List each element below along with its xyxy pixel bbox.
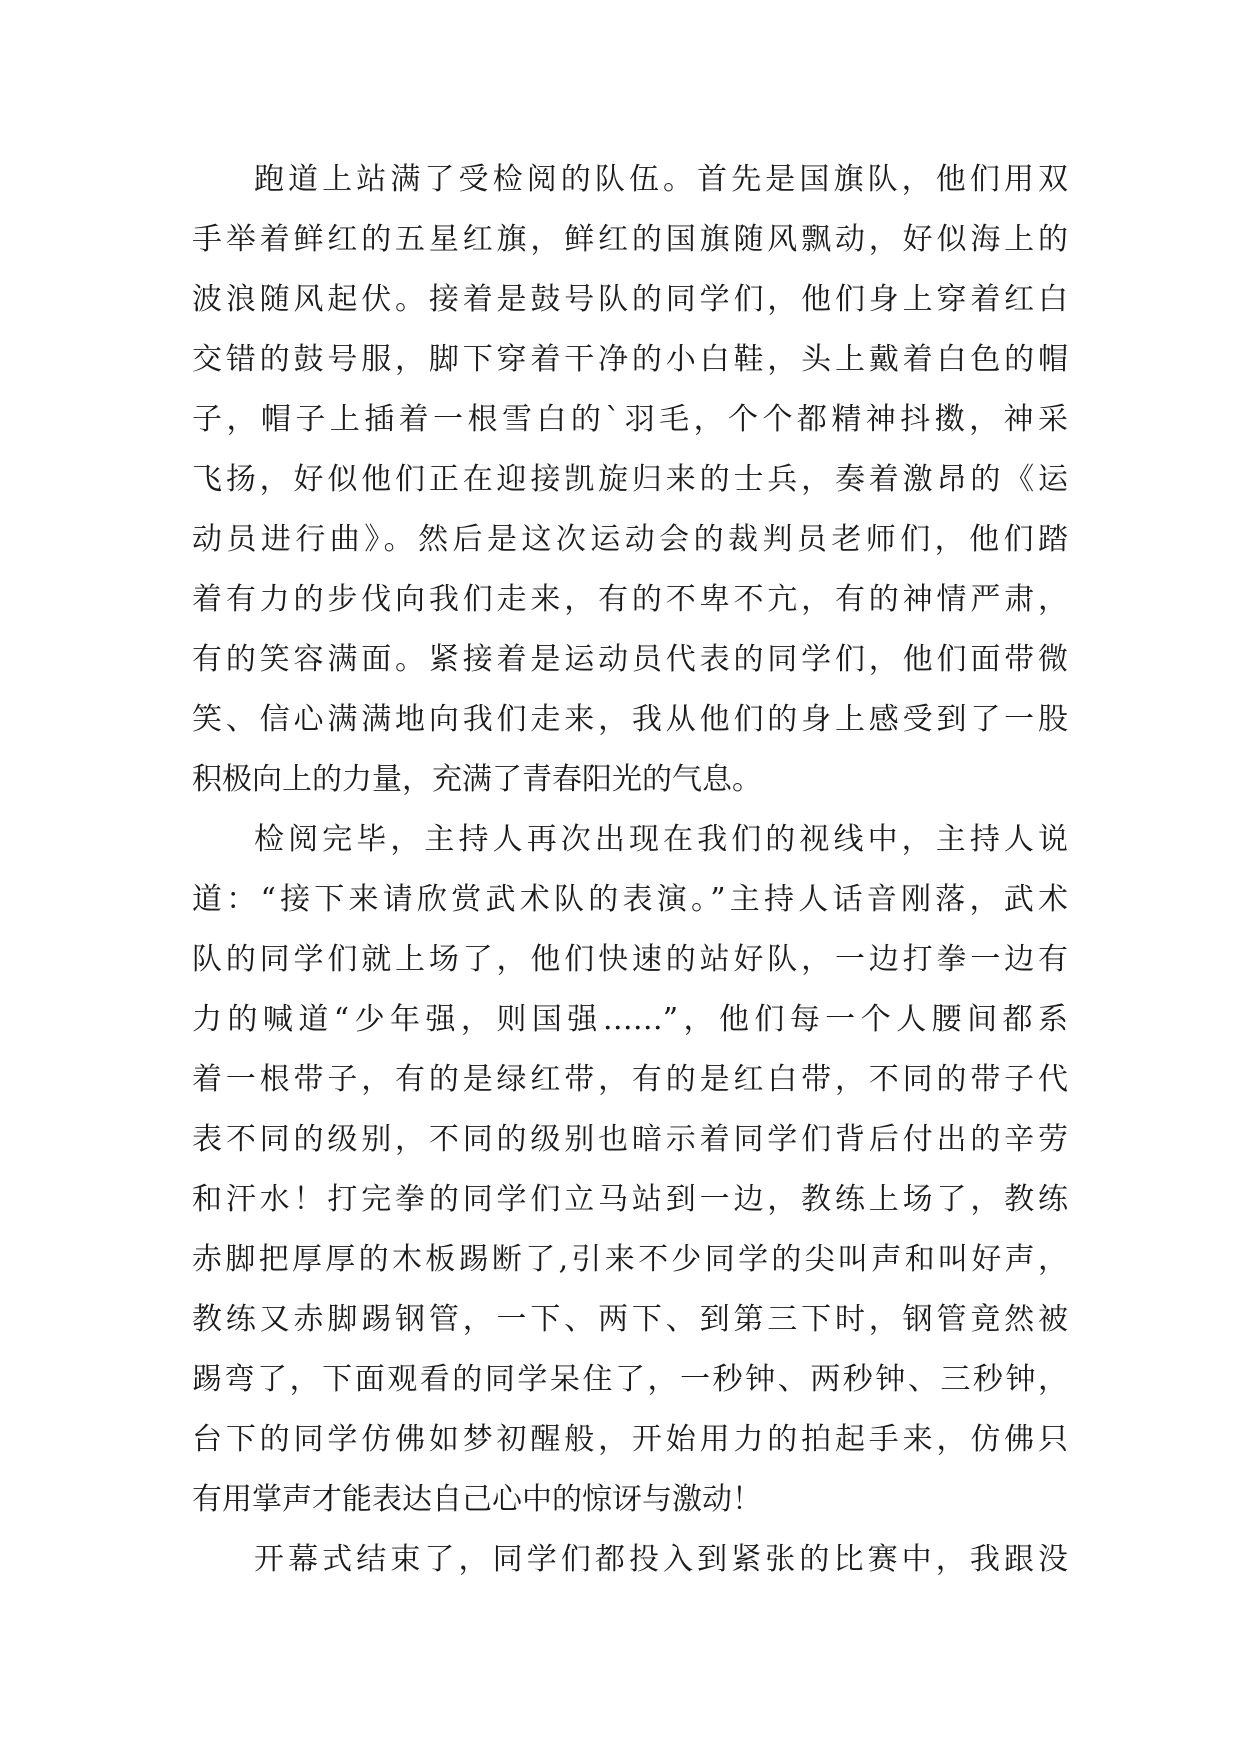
text-line: 着有力的步伐向我们走来，有的不卑不亢，有的神情严肃， <box>192 582 1068 617</box>
text-line: 飞扬，好似他们正在迎接凯旋归来的士兵，奏着激昂的《运 <box>192 462 1068 497</box>
text-line: 笑、信心满满地向我们走来，我从他们的身上感受到了一股 <box>192 702 1068 737</box>
text-line: 道：“接下来请欣赏武术队的表演。”主持人话音刚落，武术 <box>192 882 1068 917</box>
body-text <box>192 150 1068 1590</box>
text-line: 子，帽子上插着一根雪白的`羽毛，个个都精神抖擞，神采 <box>192 402 1068 437</box>
text-line: 动员进行曲》。然后是这次运动会的裁判员老师们，他们踏 <box>192 522 1068 557</box>
text-line: 有用掌声才能表达自己心中的惊讶与激动！ <box>192 1482 762 1517</box>
text-line: 手举着鲜红的五星红旗，鲜红的国旗随风飘动，好似海上的 <box>192 222 1068 257</box>
text-line: 力的喊道“少年强，则国强……”，他们每一个人腰间都系 <box>192 1002 1068 1037</box>
text-line: 队的同学们就上场了，他们快速的站好队，一边打拳一边有 <box>192 942 1068 977</box>
text-line: 波浪随风起伏。接着是鼓号队的同学们，他们身上穿着红白 <box>192 282 1068 317</box>
text-line: 交错的鼓号服，脚下穿着干净的小白鞋，头上戴着白色的帽 <box>192 342 1068 377</box>
text-line: 踢弯了，下面观看的同学呆住了，一秒钟、两秒钟、三秒钟， <box>192 1362 1068 1397</box>
text-line: 积极向上的力量，充满了青春阳光的气息。 <box>192 762 762 797</box>
text-line: 台下的同学仿佛如梦初醒般，开始用力的拍起手来，仿佛只 <box>192 1422 1068 1457</box>
text-line: 跑道上站满了受检阅的队伍。首先是国旗队，他们用双 <box>254 162 1068 197</box>
text-line: 检阅完毕，主持人再次出现在我们的视线中，主持人说 <box>254 822 1068 857</box>
text-line: 赤脚把厚厚的木板踢断了,引来不少同学的尖叫声和叫好声， <box>192 1242 1068 1277</box>
text-line: 教练又赤脚踢钢管，一下、两下、到第三下时，钢管竟然被 <box>192 1302 1068 1337</box>
text-line: 和汗水！打完拳的同学们立马站到一边，教练上场了，教练 <box>192 1182 1068 1217</box>
text-line: 开幕式结束了，同学们都投入到紧张的比赛中，我跟没 <box>254 1542 1068 1577</box>
text-line: 着一根带子，有的是绿红带，有的是红白带，不同的带子代 <box>192 1062 1068 1097</box>
text-line: 表不同的级别，不同的级别也暗示着同学们背后付出的辛劳 <box>192 1122 1068 1157</box>
text-line: 有的笑容满面。紧接着是运动员代表的同学们，他们面带微 <box>192 642 1068 677</box>
